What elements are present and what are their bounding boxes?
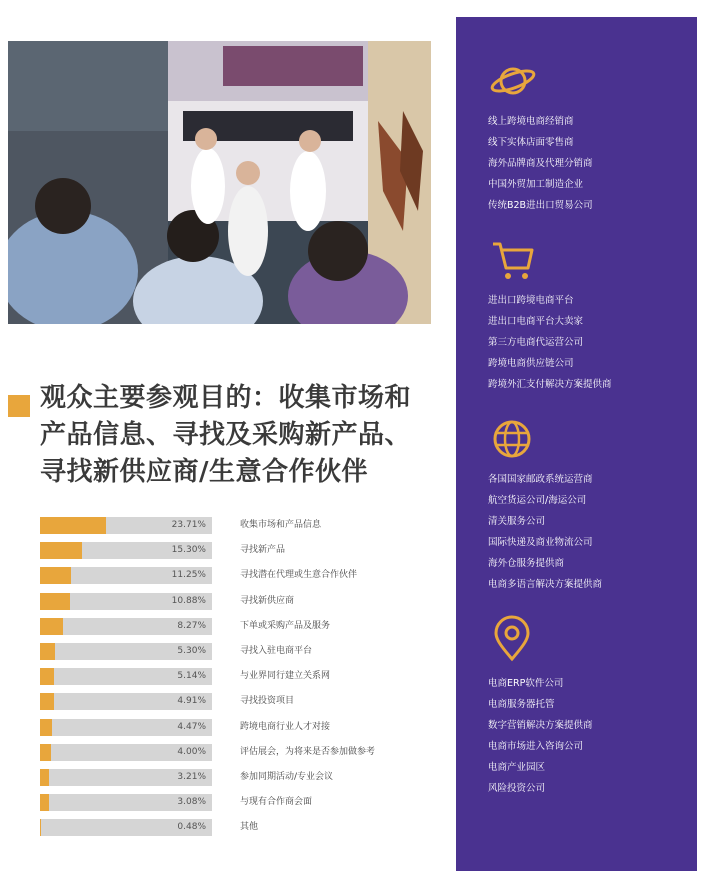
list-item: 电商市场进入咨询公司: [488, 741, 584, 752]
bar-category-label: 跨境电商行业人才对接: [240, 721, 331, 732]
group-services: [488, 615, 688, 799]
bar-value-label: 4.00%: [177, 746, 206, 757]
bar-row: [40, 615, 400, 640]
list-item: 第三方电商代运营公司: [488, 337, 584, 348]
bar-value-label: 4.47%: [177, 721, 206, 732]
bar-category-label: 寻找新供应商: [240, 595, 295, 606]
list-item: 线上跨境电商经销商: [488, 116, 574, 127]
bar: [40, 719, 52, 736]
purpose-bar-chart: [40, 514, 400, 841]
bar-value-label: 10.88%: [171, 595, 206, 606]
bar: [40, 668, 54, 685]
bar-category-label: 寻找投资项目: [240, 696, 295, 707]
bar-track: [40, 794, 212, 811]
bar-track: [40, 542, 212, 559]
bar-category-label: 寻找潜在代理或生意合作伙伴: [240, 570, 358, 581]
bar-value-label: 3.08%: [177, 797, 206, 808]
bar-category-label: 与现有合作商会面: [240, 797, 313, 808]
bar-category-label: 其他: [240, 822, 259, 833]
list-item: 进出口跨境电商平台: [488, 295, 574, 306]
shopping-cart-icon: [488, 238, 538, 282]
bar-category-label: 收集市场和产品信息: [240, 520, 322, 530]
bar-track: [40, 618, 212, 635]
list-item: 线下实体店面零售商: [488, 137, 574, 148]
section-heading: 观众主要参观目的：收集市场和产品信息、寻找及采购新产品、寻找新供应商/生意合作伙伴: [40, 383, 412, 487]
audience-panel: [456, 17, 697, 871]
bar-category-label: 参加同期活动/专业会议: [240, 771, 334, 782]
bar-category-label: 与业界同行建立关系网: [240, 671, 331, 682]
list-item: 中国外贸加工制造企业: [488, 179, 584, 190]
list-item: 电商多语言解决方案提供商: [488, 579, 603, 590]
bar-category-label: 下单或采购产品及服务: [240, 620, 331, 631]
list-item: 风险投资公司: [488, 783, 546, 794]
bar-row: [40, 564, 400, 589]
bar-value-label: 5.14%: [177, 671, 206, 682]
list-item: 清关服务公司: [488, 516, 546, 527]
bar-row: [40, 716, 400, 741]
list-item: 传统B2B进出口贸易公司: [488, 200, 593, 211]
bar-row: [40, 514, 400, 539]
list-item: 进出口电商平台大卖家: [488, 316, 584, 327]
planet-icon: [488, 59, 538, 103]
bar: [40, 618, 63, 635]
location-pin-icon: [488, 615, 538, 665]
list-item: 海外仓服务提供商: [488, 558, 565, 569]
bar-value-label: 15.30%: [171, 545, 206, 556]
bar-value-label: 11.25%: [171, 570, 206, 581]
list-item: 电商ERP软件公司: [488, 678, 564, 689]
exhibition-photo: [8, 41, 431, 324]
bar-category-label: 评估展会，为将来是否参加做参考: [240, 746, 376, 757]
bar-track: [40, 719, 212, 736]
bar-row: [40, 766, 400, 791]
exhibition-photo-illustration: [8, 41, 431, 324]
bar: [40, 693, 54, 710]
bar-row: [40, 741, 400, 766]
group-logistics: [488, 417, 688, 595]
bar-value-label: 23.71%: [171, 520, 206, 530]
list-item: 跨境电商供应链公司: [488, 358, 574, 369]
bar: [40, 794, 49, 811]
bar: [40, 769, 49, 786]
list-item: 航空货运公司/海运公司: [488, 495, 587, 506]
list-item: 海外品牌商及代理分销商: [488, 158, 593, 169]
bar-row: [40, 640, 400, 665]
bar-row: [40, 791, 400, 816]
bar-category-label: 寻找新产品: [240, 545, 286, 556]
bar-row: [40, 665, 400, 690]
list-item: 国际快递及商业物流公司: [488, 537, 593, 548]
bar: [40, 542, 82, 559]
list-item: 数字营销解决方案提供商: [488, 720, 593, 731]
bar: [40, 744, 51, 761]
bar: [40, 593, 70, 610]
bar-row: [40, 816, 400, 841]
heading-marker: [8, 395, 30, 417]
bar: [40, 643, 55, 660]
globe-icon: [488, 417, 538, 461]
bar-track: [40, 517, 212, 534]
bar-track: [40, 819, 212, 836]
bar: [40, 517, 106, 534]
bar-track: [40, 643, 212, 660]
list-item: 电商产业园区: [488, 762, 546, 773]
bar-track: [40, 593, 212, 610]
bar-value-label: 0.48%: [177, 822, 206, 833]
list-item: 电商服务器托管: [488, 699, 555, 710]
group-platforms: [488, 238, 688, 395]
list-item: 跨境外汇支付解决方案提供商: [488, 379, 612, 390]
bar-value-label: 8.27%: [177, 620, 206, 631]
bar-track: [40, 744, 212, 761]
bar-track: [40, 693, 212, 710]
bar-track: [40, 769, 212, 786]
bar-value-label: 4.91%: [177, 696, 206, 707]
bar-value-label: 5.30%: [177, 645, 206, 656]
bar: [40, 819, 41, 836]
group-retail-sellers: [488, 59, 688, 216]
bar-value-label: 3.21%: [177, 771, 206, 782]
bar: [40, 567, 71, 584]
bar-category-label: 寻找入驻电商平台: [240, 645, 313, 656]
bar-row: [40, 590, 400, 615]
bar-track: [40, 567, 212, 584]
bar-track: [40, 668, 212, 685]
list-item: 各国国家邮政系统运营商: [488, 474, 593, 485]
bar-row: [40, 539, 400, 564]
bar-row: [40, 690, 400, 715]
